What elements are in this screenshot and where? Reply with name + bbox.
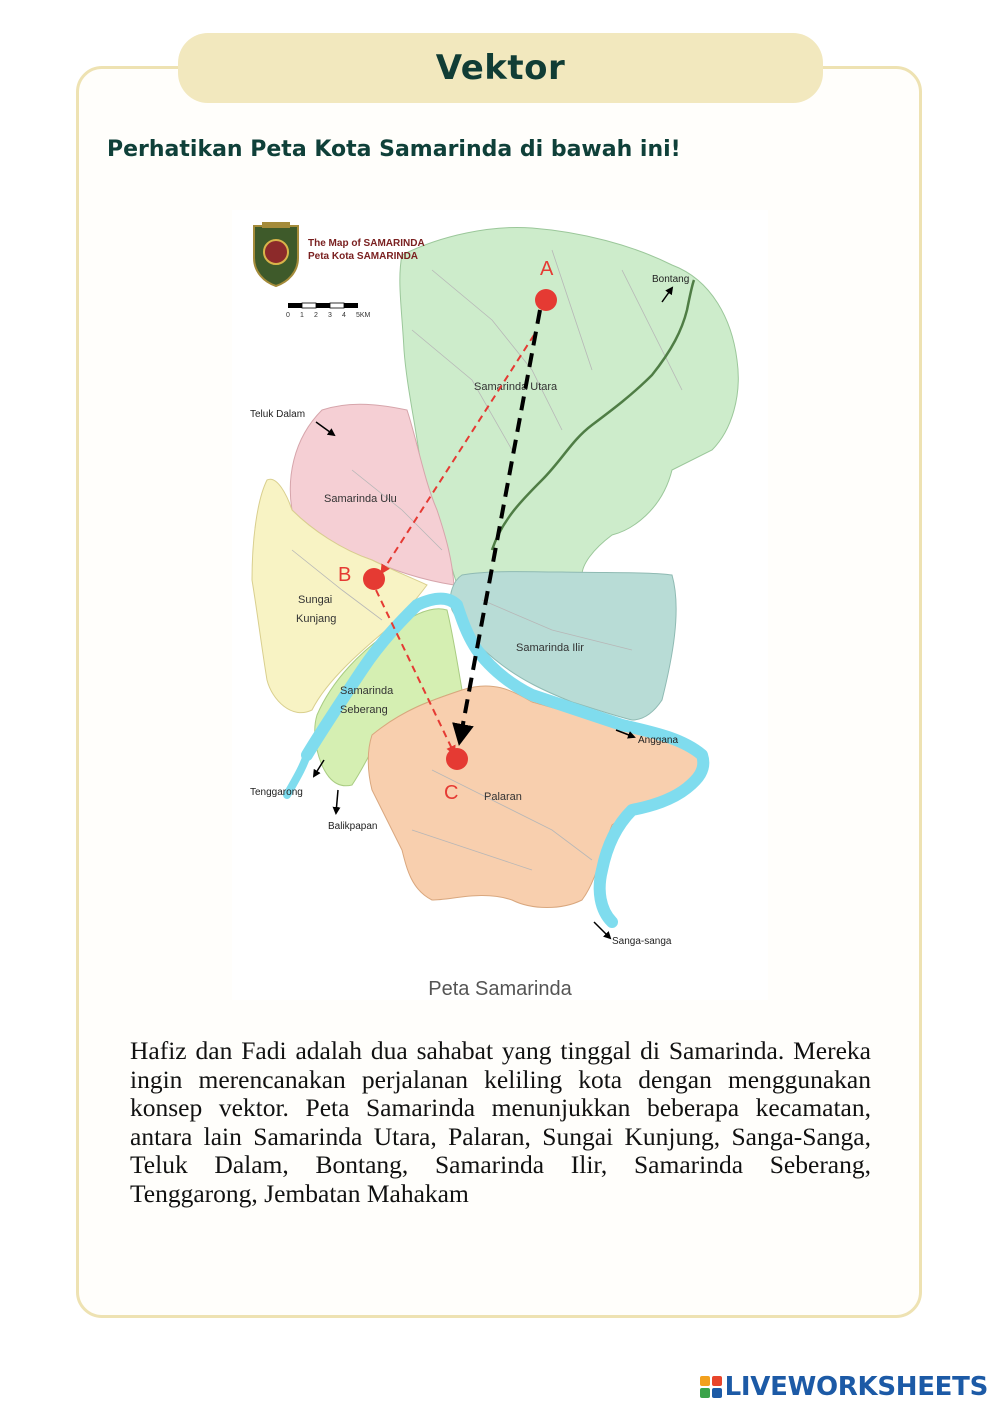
label-tenggarong: Tenggarong [250,787,303,798]
point-a [535,289,557,311]
label-teluk-dalam: Teluk Dalam [250,409,306,420]
liveworksheets-logo-icon [700,1376,722,1398]
scale-tick-0: 0 [286,312,290,319]
label-samarinda-ulu: Samarinda Ulu [324,493,397,505]
label-point-a: A [540,258,554,280]
scale-tick-3: 3 [328,312,332,319]
page-title: Vektor [435,48,566,88]
label-point-c: C [444,782,459,804]
title-banner [178,33,823,103]
map-scale-bar [288,303,358,308]
scale-tick-5: 5KM [356,312,371,319]
samarinda-map [232,210,768,1000]
scale-tick-4: 4 [342,312,346,319]
label-palaran: Palaran [484,791,522,803]
label-seberang: Seberang [340,704,388,716]
liveworksheets-brand[interactable] [700,1372,988,1402]
label-balikpapan: Balikpapan [328,821,378,832]
scale-tick-2: 2 [314,312,318,319]
scale-tick-1: 1 [300,312,304,319]
map-title-2: Peta Kota SAMARINDA [308,251,419,262]
point-b [363,568,385,590]
label-bontang: Bontang [652,274,690,285]
samarinda-emblem-icon [254,222,298,286]
label-kunjang: Kunjang [296,613,337,625]
label-samarinda-utara: Samarinda Utara [474,381,558,393]
point-c [446,748,468,770]
label-sungai: Sungai [298,594,333,606]
label-samarinda-ilir: Samarinda Ilir [516,642,584,654]
story-paragraph: Hafiz dan Fadi adalah dua sahabat yang tinggal di Samarinda. Mereka ingin merencanakan perjalanan keliling kota dengan menggunakan konsep vektor. Peta Samarinda menunjukkan beberapa kecamatan, antara lain Samarinda Utara, Palaran, Sungai Kunjung, Sanga-Sanga, Teluk Dalam, Bontang, Samarinda Ilir, Samarinda Seberang, Tenggarong, Jembatan Mahakam [130,1036,871,1208]
label-point-b: B [338,564,352,586]
label-samarinda: Samarinda [340,685,394,697]
instruction-text: Perhatikan Peta Kota Samarinda di bawah ini! [107,137,681,162]
label-anggana: Anggana [638,735,679,746]
brand-name: LIVEWORKSHEETS [724,1372,988,1402]
label-sanga-sanga: Sanga-sanga [612,936,672,947]
map-caption: Peta Samarinda [428,978,572,1000]
map-title-1: The Map of SAMARINDA [308,238,425,249]
